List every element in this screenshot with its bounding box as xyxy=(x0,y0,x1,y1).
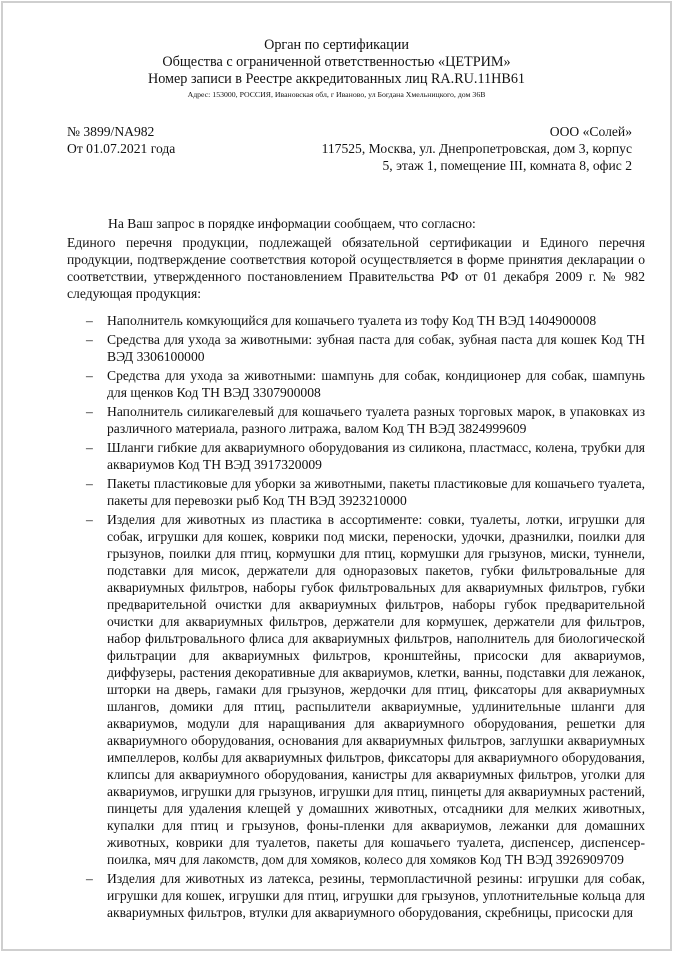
list-item xyxy=(67,511,645,868)
list-dash: – xyxy=(86,404,93,419)
list-item-text: Изделия для животных из пластика в ассортименте: совки, туалеты, лотки, игрушки для собак, игрушки для кошек, коврики под миски, переноски, удочки, дразнилки, поилки для грызунов, поилки для птиц, кормушки для птиц, кормушки для грызунов, миски, туннели, подставки для мисок, держатели для одноразовых пакетов, губки фильтровальные для аквариумных фильтров, наборы губок фильтровальных для аквариумных фильтров, губки предварительной очистки для аквариумных фильтров, наборы губок предварительной очистки для аквариумных фильтров, держатели для кормушек, держатели для фильтров, набор фильтровального флиса для аквариумных фильтров, наполнитель для биологической фильтрации для аквариумных фильтров, кронштейны, присоски для аквариумов, диффузеры, растения декоративные для аквариумов, клетки, ванны, подставки для лежанок, шторки на дверь, гамаки для грызунов, жердочки для птиц, фиксаторы для аквариумных шлангов, домики для птиц, распылители аквариумные, удлинительные шланги для аквариумов, модули для наращивания для аквариумного оборудования, решетки для аквариумного оборудования, основания для аквариумных фильтров, заглушки аквариумных импеллеров, колбы для аквариумных фильтров, фиксаторы для аквариумного оборудования, клипсы для аквариумного оборудования, канистры для аквариумных фильтров, уголки для аквариумов, игрушки для грызунов, игрушки для птиц, пинцеты для аквариумных растений, пинцеты для удаления клещей у домашних животных, отсадники для мелких животных, купалки для птиц и грызунов, фоны-пленки для аквариумов, лежанки для домашних животных, коврики для туалетов, пакеты для кошачьего туалета, диспенсер, диспенсер-поилка, мяч для лакомств, дом для хомяков, колесо для хомяков Код ТН ВЭД 3926909709 xyxy=(107,512,645,867)
list-dash: – xyxy=(86,313,93,328)
list-item xyxy=(67,367,645,401)
product-list xyxy=(67,312,645,921)
recipient-address-line-1: 117525, Москва, ул. Днепропетровская, дом 3, корпус xyxy=(321,141,632,156)
letterhead-company-name: Общества с ограниченной ответственностью «ЦЕТРИМ» xyxy=(162,54,511,70)
letter-body xyxy=(67,215,645,923)
document-page xyxy=(1,1,672,951)
letterhead-address: Адрес: 153000, РОССИЯ, Ивановская обл, г Иваново, ул Богдана Хмельницкого, дом 36В xyxy=(187,90,486,99)
list-item-text: Средства для ухода за животными: шампунь для собак, кондиционер для собак, шампунь для щенков Код ТН ВЭД 3307900008 xyxy=(107,368,645,400)
recipient-address-line-2: 5, этаж 1, помещение III, комната 8, офис 2 xyxy=(382,158,632,173)
list-dash: – xyxy=(86,440,93,455)
list-dash: – xyxy=(86,871,93,886)
list-dash: – xyxy=(86,332,93,347)
list-item xyxy=(67,331,645,365)
letterhead-org-title: Орган по сертификации xyxy=(264,37,409,53)
list-item xyxy=(67,439,645,473)
list-item xyxy=(67,312,645,329)
list-item-text: Пакеты пластиковые для уборки за животными, пакеты пластиковые для кошачьего туалета, пакеты для перевозки рыб Код ТН ВЭД 3923210000 xyxy=(107,476,645,508)
list-item-text: Наполнитель комкующийся для кошачьего туалета из тофу Код ТН ВЭД 1404900008 xyxy=(107,313,597,328)
body-intro: На Ваш запрос в порядке информации сообщаем, что согласно: xyxy=(108,216,476,231)
list-dash: – xyxy=(86,512,93,527)
recipient-name: ООО «Солей» xyxy=(549,124,632,139)
list-item xyxy=(67,870,645,921)
list-item xyxy=(67,403,645,437)
list-item xyxy=(67,475,645,509)
letter-number: № 3899/NA982 xyxy=(67,124,155,139)
recipient-block xyxy=(322,123,632,174)
letterhead-registry-number: Номер записи в Реестре аккредитованных лиц RA.RU.11НВ61 xyxy=(147,71,526,87)
list-dash: – xyxy=(86,476,93,491)
letter-reference xyxy=(67,123,175,157)
list-item-text: Наполнитель силикагелевый для кошачьего туалета разных торговых марок, в упаковках из различного материала, разного литража, валом Код ТН ВЭД 3824999609 xyxy=(107,404,645,436)
list-item-text: Средства для ухода за животными: зубная паста для собак, зубная паста для кошек Код ТН ВЭД 3306100000 xyxy=(107,332,645,364)
body-paragraph: Единого перечня продукции, подлежащей обязательной сертификации и Единого перечня продукции, подтверждение соответствия которой осуществляется в форме принятия декларации о соответствии, утвержденного постановлением Правительства РФ от 01 декабря 2009 г. № 982 следующая продукция: xyxy=(67,235,645,301)
list-dash: – xyxy=(86,368,93,383)
letter-date: От 01.07.2021 года xyxy=(67,141,176,156)
list-item-text: Шланги гибкие для аквариумного оборудования из силикона, пластмасс, колена, трубки для аквариумов Код ТН ВЭД 3917320009 xyxy=(107,440,645,472)
letterhead xyxy=(3,37,670,101)
list-item-text: Изделия для животных из латекса, резины, термопластичной резины: игрушки для собак, игрушки для кошек, игрушки для птиц, игрушки для грызунов, уплотнительные кольца для аквариумных фильтров, втулки для аквариумного оборудования, скребницы, присоски для xyxy=(107,871,645,920)
